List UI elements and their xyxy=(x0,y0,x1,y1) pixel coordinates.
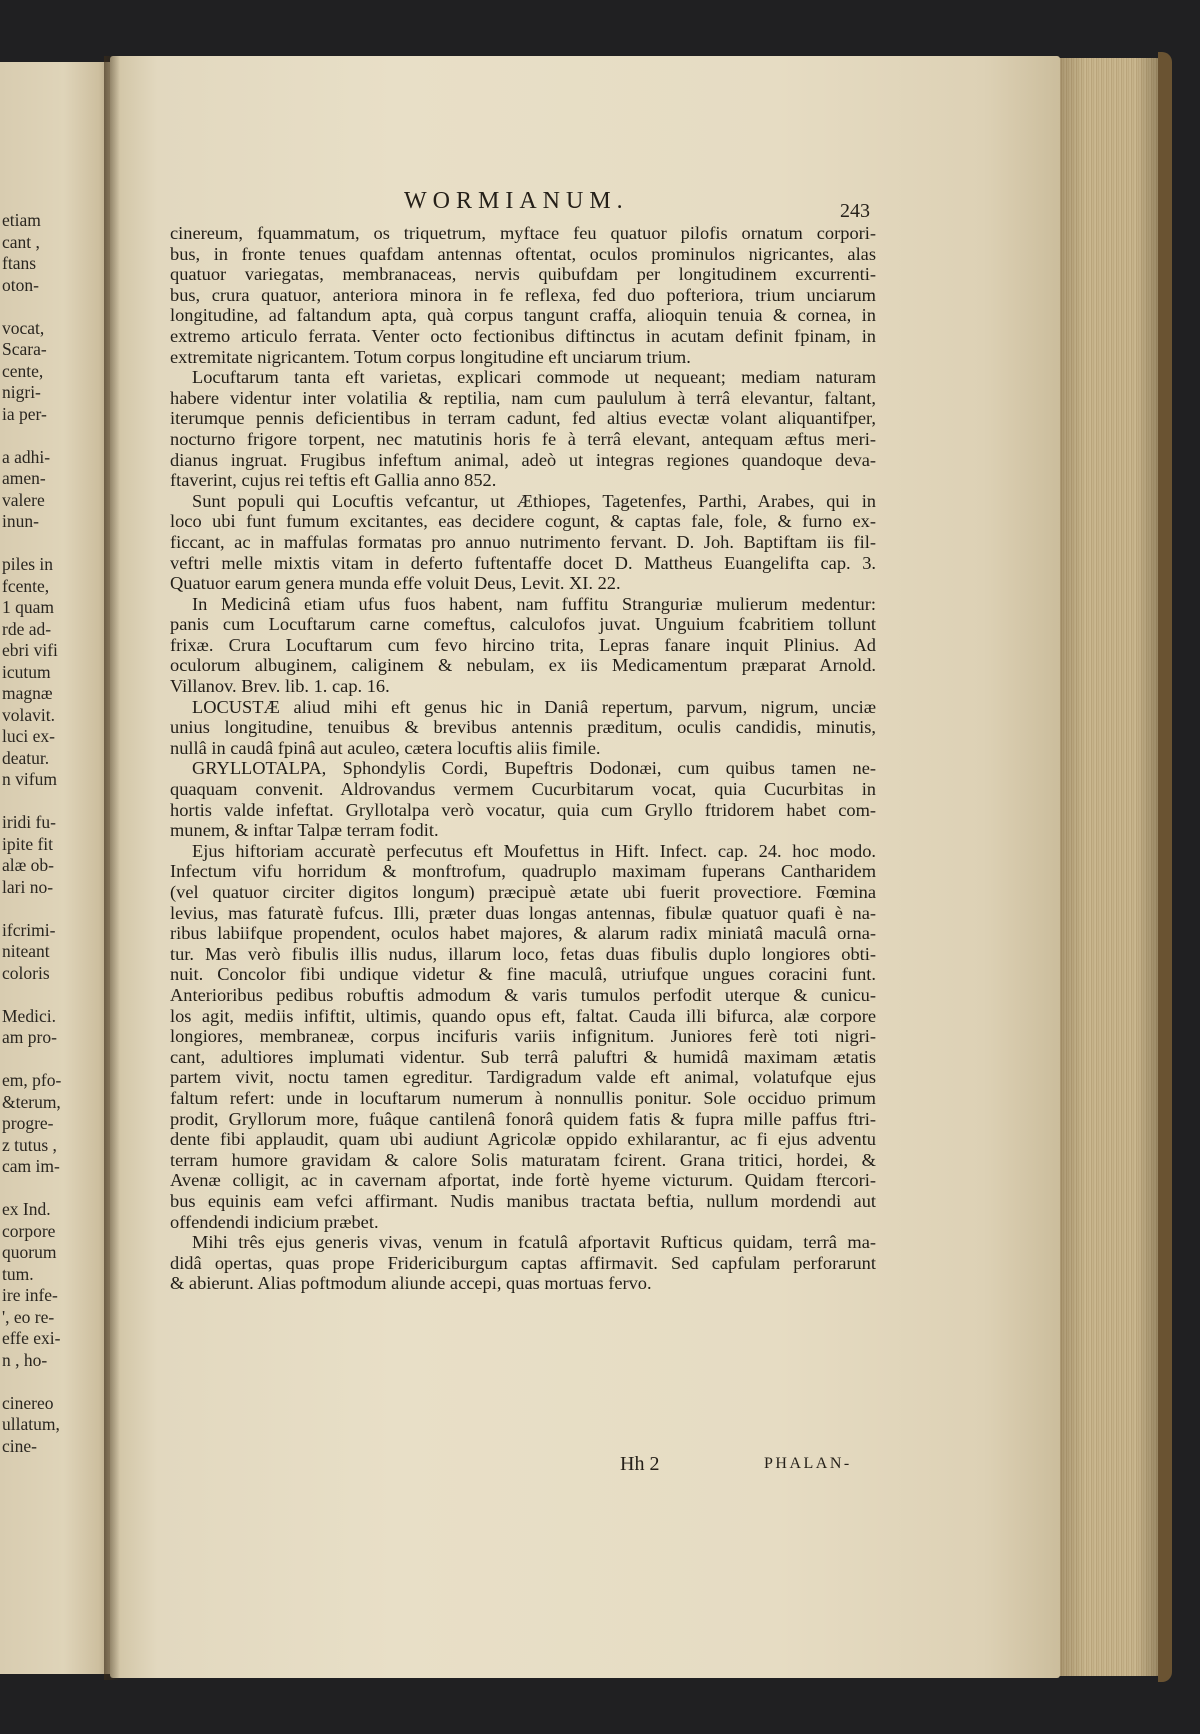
left-page-line: ia per- xyxy=(2,403,47,424)
page-number: 243 xyxy=(840,200,870,222)
text-line: terram humore gravidam & calore Solis maturatam fcirent. Grana tritici, hordei, & xyxy=(170,1149,876,1170)
left-page-line: cinereo xyxy=(2,1392,54,1413)
left-page-line: nigri- xyxy=(2,382,41,402)
left-page-line: ullatum, xyxy=(2,1414,60,1434)
left-page-line: fcente, xyxy=(2,575,50,596)
catchword: PHALAN- xyxy=(764,1455,852,1472)
left-page-line: rde ad- xyxy=(2,618,52,639)
left-page-line: inun- xyxy=(2,511,39,531)
page-edges-shade xyxy=(1052,58,1164,1676)
text-line: Avenæ colligit, ac in cavernam afportat, inde fortè hyeme victurum. Quidam ftercori- xyxy=(170,1170,876,1191)
previous-page-edge xyxy=(0,62,116,1674)
text-line: unius longitudine, tenuibus & brevibus antennis præditum, oculis candidis, minutis, xyxy=(170,717,876,738)
text-line: ficcant, ac in maffulas formatas pro annuo nutrimento fervant. D. Joh. Baptiftam iis fil- xyxy=(170,531,876,552)
left-page-line: volavit. xyxy=(2,704,55,725)
text-line: partem vivit, noctu tamen egreditur. Tardigradum valde eft animal, volatufque ejus xyxy=(170,1067,876,1088)
line-gap xyxy=(2,533,112,555)
text-line: veftri melle mixtis vitam in deferto fuftentaffe docet D. Mattheus Euangelifta cap. 3. xyxy=(170,552,876,573)
left-page-line: coloris xyxy=(2,962,50,983)
text-line: ftaverint, cujus rei teftis eft Gallia anno 852. xyxy=(170,470,497,491)
left-page-line: alæ ob- xyxy=(2,855,55,875)
text-line: dianus ingruat. Frugibus infeftum animal, adeò ut integras regiones quandoque deva- xyxy=(170,449,876,470)
text-line: bus equinis eam vefci affirmant. Nudis manibus tractata beftia, nullum mordendi aut xyxy=(170,1190,876,1211)
signature-mark: Hh 2 xyxy=(620,1453,660,1475)
text-line: Locuftarum tanta eft varietas, explicari commode ut nequeant; mediam naturam xyxy=(192,367,876,388)
text-line: quaquam convenit. Aldrovandus vermem Cucurbitarum vocat, quia Cucurbitas in xyxy=(170,779,876,800)
text-line: prodit, Gryllorum more, fuâque cantilenâ fonorâ quidem fatis & fupra mille paffus ftri- xyxy=(170,1108,876,1129)
left-page-line: corpore xyxy=(2,1220,56,1241)
text-line: los agit, mediis infiftit, ultimis, quando opus eft, faltat. Cauda illi bifurca, alæ corpore xyxy=(170,1005,876,1026)
text-line: dente fibi applaudit, quam ubi audiunt Agricolæ oppido exhilarantur, ac fi ejus adventu xyxy=(170,1129,876,1150)
left-page-line: ebri vifi xyxy=(2,640,58,660)
left-page-line: Medici. xyxy=(2,1005,56,1026)
text-line: faltum refert: unde in locuftarum numerum à nonnullis ponitur. Sole occiduo primum xyxy=(170,1087,876,1108)
left-page-line: cente, xyxy=(2,360,44,381)
text-line: Ejus hiftoriam accuratè perfecutus eft Moufettus in Hift. Infect. cap. 24. hoc modo. xyxy=(192,840,876,861)
text-line: & abierunt. Alias poftmodum aliunde accepi, quas mortuas fervo. xyxy=(170,1273,652,1294)
text-line: panis cum Locuftarum carne comeftus, calculofos juvat. Unguium fcabritiem tollunt xyxy=(170,614,876,635)
running-title: WORMIANUM. xyxy=(404,188,629,214)
previous-page-text xyxy=(2,210,112,1457)
left-page-line: iridi fu- xyxy=(2,812,56,832)
book-cover-edge xyxy=(1158,52,1172,1682)
text-line: bus, in fronte tenues quafdam antennas oftentat, oculos prominulos nigricantes, alas xyxy=(170,243,876,264)
left-page-line: piles in xyxy=(2,554,54,574)
left-page-line: am pro- xyxy=(2,1027,57,1047)
text-line: longiores, membraneæ, corpus incifuris variis infignitum. Juniores ferè toti nigri- xyxy=(170,1026,876,1047)
left-page-line: vocat, xyxy=(2,317,45,338)
left-page-line: amen- xyxy=(2,468,46,488)
left-page-line: cine- xyxy=(2,1435,37,1456)
left-page-line: n vifum xyxy=(2,769,57,789)
left-page-line: effe exi- xyxy=(2,1328,61,1348)
left-page-line: luci ex- xyxy=(2,726,55,746)
line-gap xyxy=(2,984,112,1006)
left-page-line: em, pfo- xyxy=(2,1070,62,1090)
left-page-line: ', eo re- xyxy=(2,1306,55,1327)
left-page-line: lari no- xyxy=(2,876,54,897)
text-line: munem, & inftar Talpæ terram fodit. xyxy=(170,820,439,841)
text-line: GRYLLOTALPA, Sphondylis Cordi, Bupeftris Dodonæi, cum quibus tamen ne- xyxy=(192,758,876,779)
left-page-line: z tutus , xyxy=(2,1134,57,1155)
text-line: levius, mas faturatè fufcus. Illi, præter duas longas antennas, fibulæ quatuor quafi è na- xyxy=(170,902,876,923)
line-gap xyxy=(2,425,112,447)
text-line: LOCUSTÆ aliud mihi eft genus hic in Daniâ repertum, parvum, nigrum, unciæ xyxy=(192,696,876,717)
text-line: bus, crura quatuor, anteriora minora in fe reflexa, fed duo pofteriora, trium unciarum xyxy=(170,284,876,305)
text-line: In Medicinâ etiam ufus fuos habent, nam fuffitu Stranguriæ mulierum medentur: xyxy=(192,593,876,614)
left-page-line: ire infe- xyxy=(2,1285,58,1305)
text-line: extremitate nigricantem. Totum corpus longitudine eft unciarum trium. xyxy=(170,346,691,367)
text-line: hortis valde infeftat. Gryllotalpa verò vocatur, quia cum Gryllo ftridorem habet com- xyxy=(170,799,876,820)
text-line: loco ubi funt fumum excitantes, eas decidere cogunt, & captas fale, fole, & furno ex- xyxy=(170,511,876,532)
text-line: nuit. Concolor fibi undique videtur & fine maculâ, utriufque ungues coracini funt. xyxy=(170,964,876,985)
left-page-line: niteant xyxy=(2,941,50,961)
text-line: oculorum albuginem, caliginem & nebulam, ex iis Medicamentum præparat Arnold. xyxy=(170,655,876,676)
text-line: offendendi indicium præbet. xyxy=(170,1211,379,1232)
text-line: habere videntur inter volatilia & reptilia, nam cum paululum à terrâ elevantur, faltant, xyxy=(170,387,876,408)
text-line: Mihi três ejus generis vivas, venum in fcatulâ afportavit Rufticus quidam, terrâ ma- xyxy=(192,1232,876,1253)
text-line: iterumque pennis deficientibus in terram cadunt, fed altius evectæ volant aliquantifper, xyxy=(170,408,876,429)
text-line: Sunt populi qui Locuftis vefcantur, ut Æthiopes, Tagetenfes, Parthi, Arabes, qui in xyxy=(192,490,876,511)
left-page-line: n , ho- xyxy=(2,1349,48,1370)
left-page-line: valere xyxy=(2,489,45,510)
left-page-line: &terum, xyxy=(2,1091,61,1112)
text-line: frixæ. Crura Locuftarum cum fevo hircino trita, Lepras fanare inquit Plinius. Ad xyxy=(170,634,876,655)
text-line: extremo articulo ferrata. Venter octo fectionibus diftinctus in acutam definit fpinam, in xyxy=(170,325,876,346)
line-gap xyxy=(2,1371,112,1393)
left-page-line: cam im- xyxy=(2,1156,60,1176)
left-page-line: etiam xyxy=(2,210,41,230)
left-page-line: ipite fit xyxy=(2,833,54,854)
left-page-line: Scara- xyxy=(2,339,47,359)
left-page-line: magnæ xyxy=(2,683,53,703)
text-line: Infectum vifu horridum & monftrofum, quadruplo maximam fuperans Cantharidem xyxy=(170,861,876,882)
line-gap xyxy=(2,898,112,920)
text-line: (vel quatuor circiter digitos longum) præcipuè ætate ubi fuerit provectiore. Fœmina xyxy=(170,882,876,902)
left-page-line: icutum xyxy=(2,661,51,682)
left-page-line: ex Ind. xyxy=(2,1199,51,1219)
line-gap xyxy=(2,1049,112,1071)
left-page-line: progre- xyxy=(2,1113,54,1133)
text-line: Villanov. Brev. lib. 1. cap. 16. xyxy=(170,676,390,697)
left-page-line: cant , xyxy=(2,231,40,252)
text-line: quatuor variegatas, membranaceas, nervis quibufdam per longitudinem excurrenti- xyxy=(170,264,876,285)
left-page-line: deatur. xyxy=(2,747,50,768)
page-gutter-shadow xyxy=(104,56,120,1680)
line-gap xyxy=(2,1178,112,1200)
left-page-line: ftans xyxy=(2,253,37,273)
left-page-line: quorum xyxy=(2,1242,57,1262)
text-line: cant, adultiores implumati videntur. Sub terrâ paluftri & humidâ maximam ætatis xyxy=(170,1046,876,1067)
text-line: Quatuor earum genera munda effe voluit Deus, Levit. XI. 22. xyxy=(170,573,621,594)
page-body-text xyxy=(170,223,876,1294)
line-gap xyxy=(2,791,112,813)
text-line: didâ opertas, quas prope Fridericiburgum captas affirmavit. Sed capfulam perforarunt xyxy=(170,1252,876,1273)
left-page-line: a adhi- xyxy=(2,446,51,467)
text-line: longitudine, ad faltandum apta, quà corpus tangunt craffa, alioquin tenuia & cornea, in xyxy=(170,305,876,326)
left-page-line: 1 quam xyxy=(2,597,55,617)
text-line: nocturno frigore torpent, nec matutinis horis fe à terrâ elevant, antequam æftus meri- xyxy=(170,428,876,449)
text-line: Anterioribus pedibus robuftis admodum & varis tumulos perfodit uterque & cunicu- xyxy=(170,984,876,1005)
left-page-line: tum. xyxy=(2,1263,34,1284)
line-gap xyxy=(2,296,112,318)
text-line: ribus labiifque propendent, oculos habet majores, & alarum radix miniatâ maculâ orna- xyxy=(170,923,876,944)
text-line: cinereum, fquammatum, os triquetrum, myftace feu quatuor pilofis ornatum corpori- xyxy=(170,223,876,243)
text-line: tur. Mas verò fibulis illis nudus, illarum loco, fetas duas fibulis duplo longiores obti- xyxy=(170,943,876,964)
left-page-line: ifcrimi- xyxy=(2,919,56,940)
text-line: nullâ in caudâ fpinâ aut aculeo, cætera locuftis aliis fimile. xyxy=(170,737,601,758)
left-page-line: oton- xyxy=(2,274,39,295)
